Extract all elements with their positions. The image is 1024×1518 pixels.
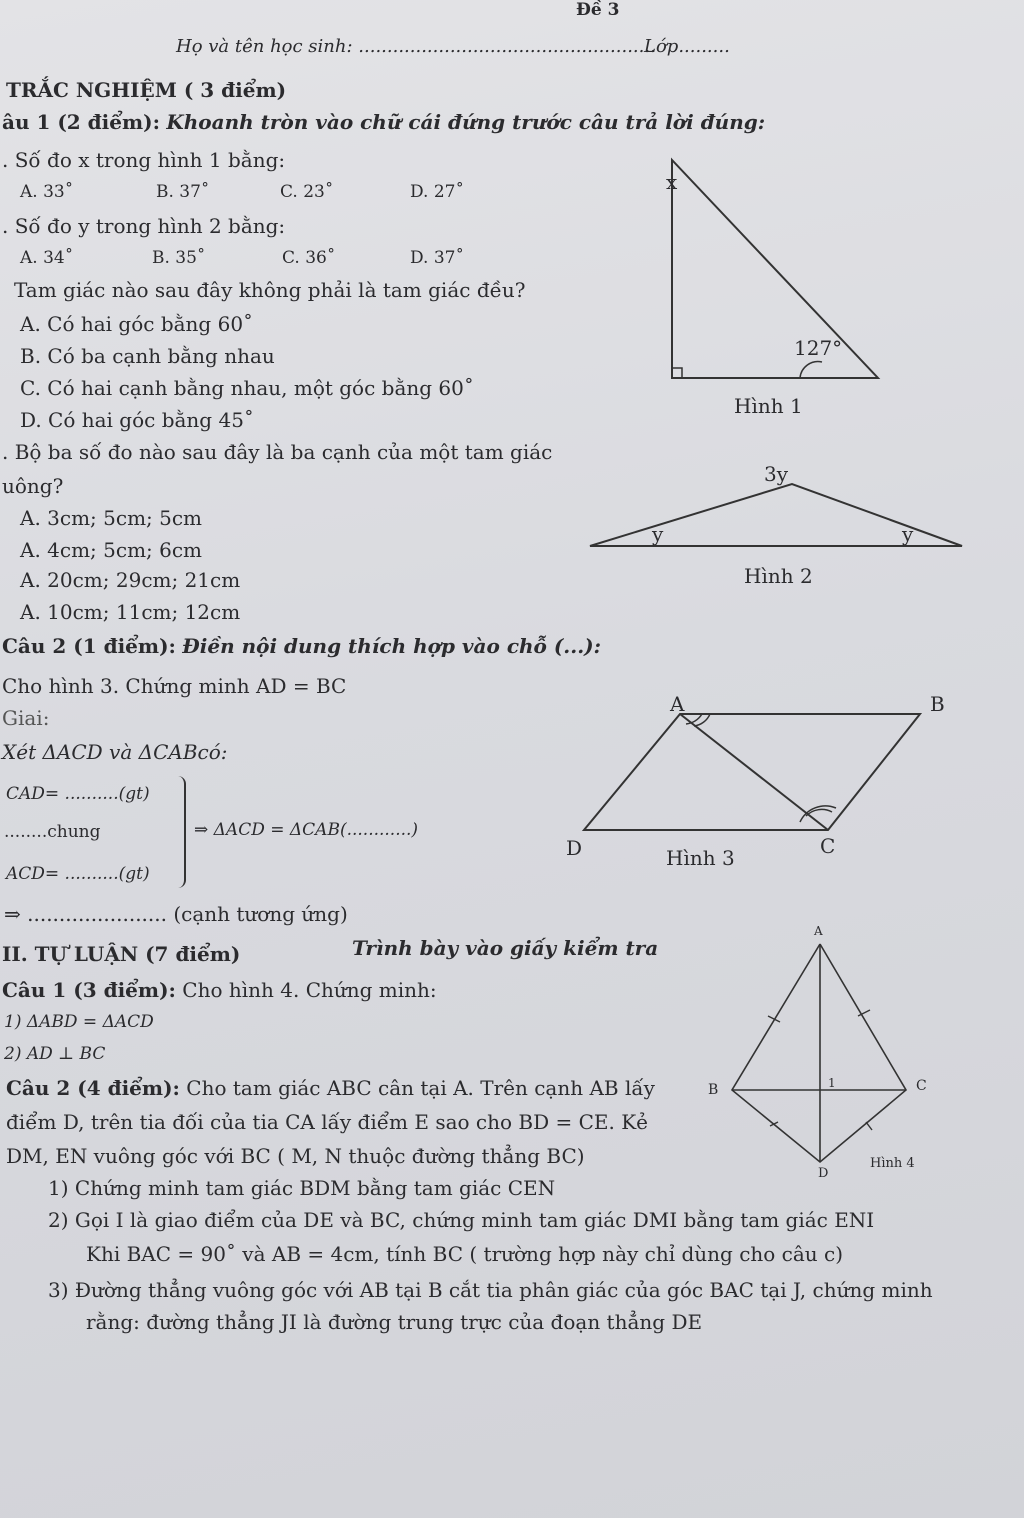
q1c-prompt: Tam giác nào sau đây không phải là tam giác đều?	[14, 278, 526, 302]
fig4-tick-cd	[866, 1122, 872, 1130]
q2-result: ⇒ ...................... (cạnh tương ứng)	[4, 902, 348, 926]
fig3-diagonal	[680, 714, 828, 830]
q1d-prompt-line2: uông?	[2, 474, 64, 498]
figure-1	[640, 150, 900, 400]
p2-q2-line1-text: Cho tam giác ABC cân tại A. Trên cạnh AB lấy	[186, 1076, 655, 1100]
q1c-option-c: C. Có hai cạnh bằng nhau, một góc bằng 60˚	[20, 376, 474, 400]
fig1-caption: Hình 1	[734, 394, 803, 418]
fig4-kite	[732, 944, 906, 1162]
part2-title: II. TỰ LUẬN (7 điểm)	[2, 942, 241, 966]
p2-q2-line3: DM, EN vuông góc với BC ( M, N thuộc đường thẳng BC)	[6, 1144, 585, 1168]
fig3-label-c: C	[820, 834, 836, 858]
p2-q2-item2: 2) Gọi I là giao điểm của DE và BC, chứng minh tam giác DMI bằng tam giác ENI	[48, 1208, 875, 1232]
q1a-option-a: A. 33˚	[20, 182, 74, 202]
q1c-option-a: A. Có hai góc bằng 60˚	[20, 312, 254, 336]
q1b-option-a: A. 34˚	[20, 248, 74, 268]
q1-title	[2, 112, 765, 132]
q1b-option-d: D. 37˚	[410, 248, 464, 268]
fig1-x-label: x	[666, 170, 678, 194]
q2-solution-label: Giai:	[2, 706, 50, 730]
fig2-top-label: 3y	[764, 462, 789, 486]
q1-title-italic: Khoanh tròn vào chữ cái đứng trước câu trả lời đúng:	[166, 110, 766, 134]
fig1-triangle	[672, 160, 878, 378]
p2-q1-title	[2, 980, 437, 1000]
q2-row1: CAD= ..........(gt)	[6, 784, 150, 804]
fig3-label-a: A	[670, 692, 685, 716]
fig4-label-i: 1	[828, 1076, 836, 1090]
q2-row2: ........chung	[4, 822, 101, 842]
p2-q2-item2b: Khi BAC = 90˚ và AB = 4cm, tính BC ( trường hợp này chỉ dùng cho câu c)	[86, 1242, 844, 1266]
student-name-label: Họ và tên học sinh: ....................................................	[176, 36, 656, 57]
figure-3	[570, 700, 930, 840]
q1c-option-d: D. Có hai góc bằng 45˚	[20, 408, 254, 432]
q1d-prompt-line1: . Bộ ba số đo nào sau đây là ba cạnh của một tam giác	[2, 440, 553, 464]
q1c-option-b: B. Có ba cạnh bằng nhau	[20, 344, 275, 368]
system-brace	[178, 776, 186, 888]
q1a-option-c: C. 23˚	[280, 182, 334, 202]
q1d-option-4: A. 10cm; 11cm; 12cm	[20, 600, 241, 624]
q1a-option-d: D. 27˚	[410, 182, 464, 202]
fig1-angle-label: 127°	[794, 336, 843, 360]
q1d-option-1: A. 3cm; 5cm; 5cm	[20, 506, 203, 530]
p2-q1-item2: 2) AD ⊥ BC	[4, 1044, 106, 1064]
q2-title-bold: Câu 2 (1 điểm):	[2, 634, 176, 658]
class-label: Lớp.........	[644, 36, 730, 57]
q1b-option-b: B. 35˚	[152, 248, 206, 268]
fig4-label-b: B	[708, 1082, 719, 1098]
q2-title	[2, 636, 601, 656]
fig1-right-angle	[672, 368, 682, 378]
p2-q1-item1: 1) ΔABD = ΔACD	[4, 1012, 154, 1032]
q1d-option-2: A. 4cm; 5cm; 6cm	[20, 538, 203, 562]
exam-code: Đề 3	[576, 0, 620, 20]
fig4-label-c: C	[916, 1078, 927, 1094]
figure-4	[720, 930, 920, 1170]
fig3-angle-arc-c2	[800, 806, 836, 822]
fig4-caption: Hình 4	[870, 1156, 915, 1171]
fig3-label-d: D	[566, 836, 583, 860]
fig3-angle-arc-a2	[686, 714, 702, 724]
p2-q2-item1: 1) Chứng minh tam giác BDM bằng tam giác CEN	[48, 1176, 556, 1200]
fig4-label-a: A	[814, 924, 823, 938]
p2-q2-title-bold: Câu 2 (4 điểm):	[6, 1076, 180, 1100]
q1b-prompt: . Số đo y trong hình 2 bằng:	[2, 214, 286, 238]
part1-title: TRẮC NGHIỆM ( 3 điểm)	[6, 78, 287, 102]
p2-q1-title-bold: Câu 1 (3 điểm):	[2, 978, 176, 1002]
fig3-parallelogram	[584, 714, 920, 830]
q2-title-italic: Điền nội dung thích hợp vào chỗ (...):	[182, 634, 602, 658]
q1d-option-3: A. 20cm; 29cm; 21cm	[20, 568, 241, 592]
fig2-right-label: y	[902, 522, 914, 546]
fig2-caption: Hình 2	[744, 564, 813, 588]
q1-title-bold: âu 1 (2 điểm):	[2, 110, 160, 134]
fig2-left-label: y	[652, 522, 664, 546]
fig3-caption: Hình 3	[666, 846, 735, 870]
q2-row3: ACD= ..........(gt)	[6, 864, 150, 884]
q1a-option-b: B. 37˚	[156, 182, 210, 202]
q2-consider: Xét ΔACD và ΔCABcó:	[2, 740, 228, 764]
p2-q2-item3b: rằng: đường thẳng JI là đường trung trực của đoạn thẳng DE	[86, 1310, 703, 1334]
p2-q1-text: Cho hình 4. Chứng minh:	[182, 978, 437, 1002]
q2-intro: Cho hình 3. Chứng minh AD = BC	[2, 674, 347, 698]
q1b-option-c: C. 36˚	[282, 248, 336, 268]
part2-subtitle: Trình bày vào giấy kiểm tra	[352, 936, 659, 960]
q1a-prompt: . Số đo x trong hình 1 bằng:	[2, 148, 286, 172]
fig3-label-b: B	[930, 692, 945, 716]
q2-conclusion: ⇒ ΔACD = ΔCAB(............)	[194, 820, 419, 840]
fig4-label-d: D	[818, 1166, 829, 1181]
p2-q2-item3: 3) Đường thẳng vuông góc với AB tại B cắt tia phân giác của góc BAC tại J, chứng minh	[48, 1278, 933, 1302]
p2-q2-line1	[6, 1078, 655, 1098]
p2-q2-line2: điểm D, trên tia đối của tia CA lấy điểm E sao cho BD = CE. Kẻ	[6, 1110, 648, 1134]
fig1-angle-arc	[800, 362, 822, 378]
